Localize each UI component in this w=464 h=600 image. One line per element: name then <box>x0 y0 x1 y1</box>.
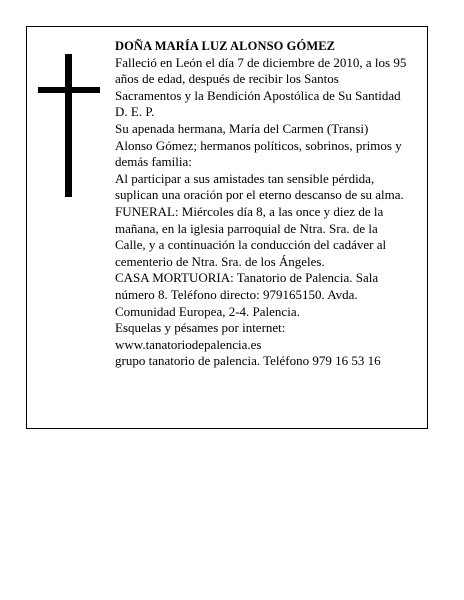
family-line: Su apenada hermana, María del Carmen (Transi) <box>115 120 369 136</box>
death-line: Sacramentos y la Bendición Apostólica de Su Santidad <box>115 87 401 103</box>
death-announcement <box>115 55 415 121</box>
request-line: Al participar a sus amistades tan sensible pérdida, <box>115 170 375 186</box>
death-line: Falleció en León el día 7 de diciembre de 2010, a los 95 <box>115 54 407 70</box>
internet-condolences <box>115 320 415 370</box>
family-line: demás familia: <box>115 154 192 170</box>
cross-horizontal-bar <box>38 87 100 93</box>
obituary-text <box>115 38 415 370</box>
family-line: Alonso Gómez; hermanos políticos, sobrinos, primos y <box>115 137 402 153</box>
cross-vertical-bar <box>65 54 72 197</box>
tanatorio-website-link[interactable]: www.tanatoriodepalencia.es <box>115 336 262 352</box>
prayer-request <box>115 171 415 204</box>
funeral-line: Calle, y a continuación la conducción del cadáver al <box>115 237 387 253</box>
funeral-line: mañana, en la iglesia parroquial de Ntra. Sra. de la <box>115 220 378 236</box>
internet-line: grupo tanatorio de palencia. Teléfono 979 16 53 16 <box>115 353 381 369</box>
request-line: suplican una oración por el eterno descanso de su alma. <box>115 187 404 203</box>
death-line: D. E. P. <box>115 104 155 120</box>
mortuary-line: CASA MORTUORIA: Tanatorio de Palencia. Sala <box>115 270 379 286</box>
mortuary-line: Comunidad Europea, 2-4. Palencia. <box>115 303 300 319</box>
funeral-line: FUNERAL: Miércoles día 8, a las once y diez de la <box>115 203 384 219</box>
cross-icon <box>38 54 100 197</box>
mortuary-details <box>115 270 415 320</box>
death-line: años de edad, después de recibir los Santos <box>115 71 339 87</box>
deceased-name: DOÑA MARÍA LUZ ALONSO GÓMEZ <box>115 39 336 53</box>
funeral-line: cementerio de Ntra. Sra. de los Ángeles. <box>115 253 325 269</box>
family-mourners <box>115 121 415 171</box>
funeral-details <box>115 204 415 270</box>
internet-line: Esquelas y pésames por internet: <box>115 320 286 336</box>
mortuary-line: número 8. Teléfono directo: 979165150. Avda. <box>115 286 358 302</box>
